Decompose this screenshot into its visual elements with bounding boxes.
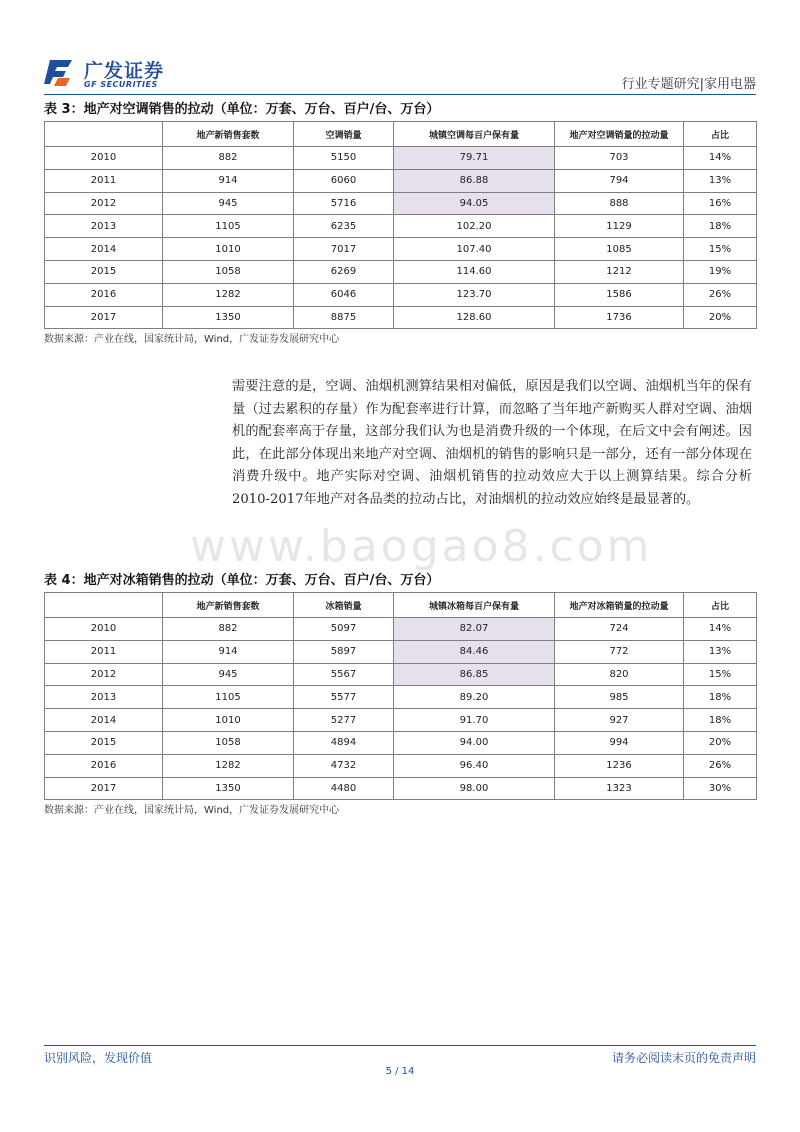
table-cell: 1085	[555, 238, 684, 261]
table-cell: 882	[163, 147, 294, 170]
table-row	[45, 306, 757, 329]
table-cell: 8875	[294, 306, 394, 329]
table-cell: 6060	[294, 169, 394, 192]
table-cell: 86.88	[394, 169, 555, 192]
table-cell: 15%	[684, 238, 757, 261]
table-cell: 18%	[684, 215, 757, 238]
table-cell: 994	[555, 731, 684, 754]
table-row	[45, 215, 757, 238]
table-cell: 94.00	[394, 731, 555, 754]
table3	[44, 121, 757, 329]
gf-logo-icon	[44, 56, 78, 90]
column-header: 城镇冰箱每百户保有量	[394, 593, 555, 618]
table-cell: 1282	[163, 283, 294, 306]
column-header	[45, 593, 163, 618]
table-cell: 96.40	[394, 754, 555, 777]
table-cell: 84.46	[394, 640, 555, 663]
table-cell: 7017	[294, 238, 394, 261]
table-cell: 18%	[684, 709, 757, 732]
table-cell: 1129	[555, 215, 684, 238]
table-row	[45, 283, 757, 306]
company-logo	[44, 56, 174, 96]
table-cell: 1736	[555, 306, 684, 329]
table-cell: 91.70	[394, 709, 555, 732]
table-cell: 2013	[45, 686, 163, 709]
table-row	[45, 147, 757, 170]
table3-caption: 表 3：地产对空调销售的拉动（单位：万套、万台、百户/台、万台）	[44, 102, 440, 117]
table-cell: 98.00	[394, 777, 555, 800]
table-cell: 5567	[294, 663, 394, 686]
table-row	[45, 663, 757, 686]
table-row	[45, 731, 757, 754]
table-cell: 123.70	[394, 283, 555, 306]
table-row	[45, 686, 757, 709]
table-cell: 6046	[294, 283, 394, 306]
table-cell: 102.20	[394, 215, 555, 238]
table-cell: 2016	[45, 283, 163, 306]
table4-header-row	[45, 593, 757, 618]
table-cell: 2016	[45, 754, 163, 777]
table-cell: 2010	[45, 618, 163, 641]
table-cell: 20%	[684, 306, 757, 329]
table3-body	[45, 147, 757, 329]
table-cell: 13%	[684, 640, 757, 663]
column-header: 城镇空调每百户保有量	[394, 122, 555, 147]
table-cell: 6269	[294, 260, 394, 283]
logo-chinese-name: 广发证券	[84, 60, 165, 82]
column-header: 占比	[684, 122, 757, 147]
table-cell: 18%	[684, 686, 757, 709]
table-cell: 5897	[294, 640, 394, 663]
body-paragraph: 需要注意的是，空调、油烟机测算结果相对偏低，原因是我们以空调、油烟机当年的保有量（过去累积的存量）作为配套率进行计算，而忽略了当年地产新购买人群对空调、油烟机的配套率高于存量，这部分我们认为也是消费升级的一个体现，在后文中会有阐述。因此，在此部分体现出来地产对空调、油烟机的销售的影响只是一部分，还有一部分体现在消费升级中。地产实际对空调、油烟机销售的拉动效应大于以上测算结果。综合分析2010-2017年地产对各品类的拉动占比，对油烟机的拉动效应始终是最显著的。	[232, 379, 752, 507]
table-cell: 2015	[45, 260, 163, 283]
column-header: 空调销量	[294, 122, 394, 147]
table-row	[45, 754, 757, 777]
table-cell: 1105	[163, 686, 294, 709]
table-cell: 2017	[45, 306, 163, 329]
table4-body	[45, 618, 757, 800]
table-cell: 5577	[294, 686, 394, 709]
report-section: 行业专题研究|家用电器	[621, 77, 756, 92]
table-cell: 79.71	[394, 147, 555, 170]
table-cell: 94.05	[394, 192, 555, 215]
table-cell: 6235	[294, 215, 394, 238]
table-cell: 2013	[45, 215, 163, 238]
column-header: 地产对冰箱销量的拉动量	[555, 593, 684, 618]
table-cell: 30%	[684, 777, 757, 800]
table-cell: 89.20	[394, 686, 555, 709]
table-cell: 794	[555, 169, 684, 192]
table-cell: 945	[163, 192, 294, 215]
table-cell: 724	[555, 618, 684, 641]
table-cell: 2011	[45, 640, 163, 663]
table-cell: 16%	[684, 192, 757, 215]
table-cell: 1058	[163, 731, 294, 754]
table3-header-row	[45, 122, 757, 147]
table-cell: 86.85	[394, 663, 555, 686]
table-cell: 5150	[294, 147, 394, 170]
column-header: 占比	[684, 593, 757, 618]
table-cell: 914	[163, 169, 294, 192]
table-cell: 2010	[45, 147, 163, 170]
table-cell: 15%	[684, 663, 757, 686]
table-cell: 1350	[163, 777, 294, 800]
table-row	[45, 709, 757, 732]
table-cell: 107.40	[394, 238, 555, 261]
column-header	[45, 122, 163, 147]
table4-caption: 表 4：地产对冰箱销售的拉动（单位：万套、万台、百户/台、万台）	[44, 573, 440, 588]
table-row	[45, 260, 757, 283]
table-cell: 26%	[684, 283, 757, 306]
column-header: 地产新销售套数	[163, 122, 294, 147]
table3-source: 数据来源：产业在线，国家统计局，Wind，广发证券发展研究中心	[44, 334, 340, 345]
table-row	[45, 238, 757, 261]
table-cell: 2011	[45, 169, 163, 192]
table-row	[45, 192, 757, 215]
table-cell: 1010	[163, 238, 294, 261]
table-cell: 772	[555, 640, 684, 663]
footer-disclaimer: 请务必阅读末页的免责声明	[611, 1051, 756, 1065]
table-cell: 14%	[684, 147, 757, 170]
table-row	[45, 640, 757, 663]
footer-slogan: 识别风险，发现价值	[44, 1051, 153, 1065]
table-cell: 1586	[555, 283, 684, 306]
table-cell: 4480	[294, 777, 394, 800]
table-cell: 5716	[294, 192, 394, 215]
table-cell: 1323	[555, 777, 684, 800]
table-cell: 4894	[294, 731, 394, 754]
watermark: www.baogao8.com	[190, 521, 653, 572]
table4-source: 数据来源：产业在线，国家统计局，Wind，广发证券发展研究中心	[44, 805, 340, 816]
logo-english-name: GF SECURITIES	[84, 80, 158, 89]
table-cell: 1058	[163, 260, 294, 283]
table-cell: 2012	[45, 663, 163, 686]
table-cell: 2015	[45, 731, 163, 754]
table-cell: 882	[163, 618, 294, 641]
column-header: 冰箱销量	[294, 593, 394, 618]
table-cell: 1282	[163, 754, 294, 777]
table-cell: 1236	[555, 754, 684, 777]
table-cell: 927	[555, 709, 684, 732]
footer-divider	[44, 1045, 756, 1046]
table-row	[45, 777, 757, 800]
table-cell: 5277	[294, 709, 394, 732]
table-cell: 20%	[684, 731, 757, 754]
table-cell: 2014	[45, 709, 163, 732]
table-cell: 703	[555, 147, 684, 170]
table4	[44, 592, 757, 800]
table-cell: 2017	[45, 777, 163, 800]
table-row	[45, 618, 757, 641]
table-cell: 82.07	[394, 618, 555, 641]
table-cell: 114.60	[394, 260, 555, 283]
table-cell: 1010	[163, 709, 294, 732]
table-cell: 13%	[684, 169, 757, 192]
table-cell: 2014	[45, 238, 163, 261]
table-row	[45, 169, 757, 192]
table-cell: 19%	[684, 260, 757, 283]
table-cell: 820	[555, 663, 684, 686]
page-number: 5 / 14	[385, 1066, 415, 1077]
table-cell: 4732	[294, 754, 394, 777]
table-cell: 1212	[555, 260, 684, 283]
table-cell: 1105	[163, 215, 294, 238]
table-cell: 14%	[684, 618, 757, 641]
table-cell: 914	[163, 640, 294, 663]
table-cell: 1350	[163, 306, 294, 329]
table-cell: 5097	[294, 618, 394, 641]
table-cell: 128.60	[394, 306, 555, 329]
table-cell: 26%	[684, 754, 757, 777]
table-cell: 888	[555, 192, 684, 215]
table-cell: 2012	[45, 192, 163, 215]
table-cell: 985	[555, 686, 684, 709]
header-divider	[44, 94, 756, 95]
column-header: 地产新销售套数	[163, 593, 294, 618]
column-header: 地产对空调销量的拉动量	[555, 122, 684, 147]
table-cell: 945	[163, 663, 294, 686]
